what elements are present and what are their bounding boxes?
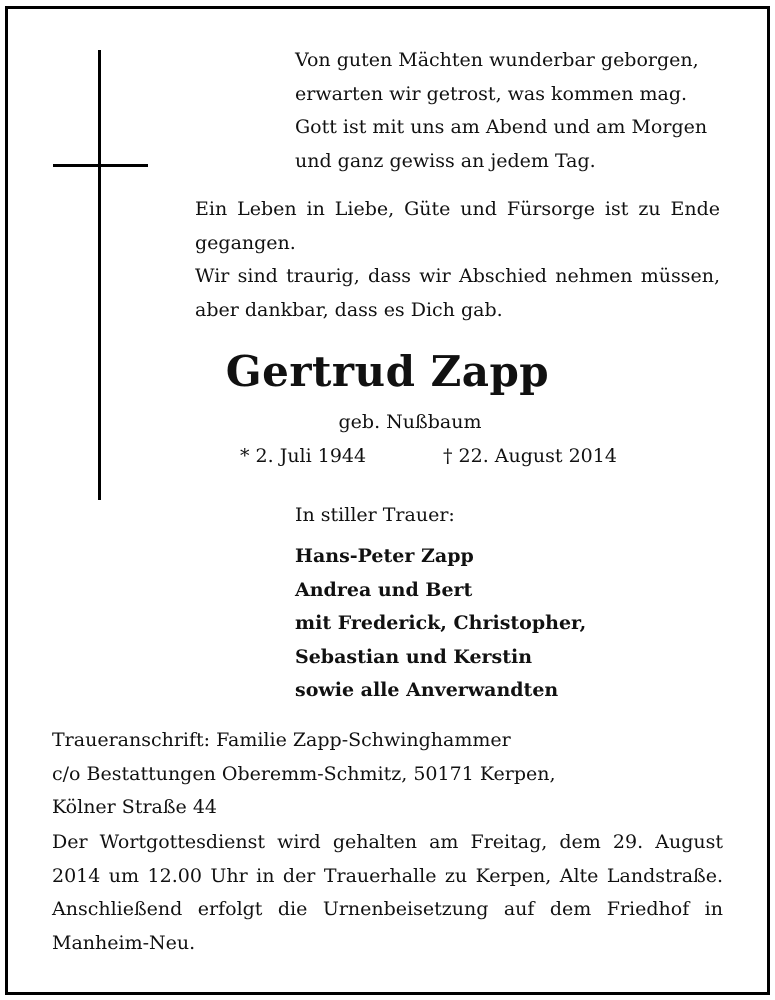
address-line: c/o Bestattungen Oberemm-Schmitz, 50171 Kerpen, bbox=[52, 762, 556, 785]
mourner-entry: mit Frederick, Christopher, bbox=[295, 612, 587, 634]
poem bbox=[295, 44, 725, 178]
mourning-label: In stiller Trauer: bbox=[295, 504, 455, 526]
mourner-entry: sowie alle Anverwandten bbox=[295, 679, 559, 701]
mourning-address bbox=[52, 724, 732, 825]
mourners-list bbox=[295, 540, 586, 708]
intro-sentence: Wir sind traurig, dass wir Abschied nehmen müssen, aber dankbar, dass es Dich gab. bbox=[195, 265, 720, 321]
deceased-name: Gertrud Zapp bbox=[225, 347, 550, 396]
intro-sentence: Ein Leben in Liebe, Güte und Fürsorge ist zu Ende gegangen. bbox=[195, 198, 720, 254]
address-line: Kölner Straße 44 bbox=[52, 796, 218, 818]
poem-line: Von guten Mächten wunderbar geborgen, bbox=[295, 49, 699, 71]
poem-line: Gott ist mit uns am Abend und am Morgen bbox=[295, 116, 708, 138]
birth-date: * 2. Juli 1944 bbox=[240, 445, 367, 467]
cross-horizontal-bar bbox=[53, 164, 148, 167]
poem-line: und ganz gewiss an jedem Tag. bbox=[295, 149, 596, 172]
service-info: Der Wortgottesdienst wird gehalten am Freitag, dem 29. August 2014 um 12.00 Uhr in der Trauerhalle zu Kerpen, Alte Landstraße. Anschließend erfolgt die Urnenbeisetzung auf dem Friedhof in Manheim-Neu. bbox=[52, 831, 723, 954]
maiden-name: geb. Nußbaum bbox=[338, 411, 482, 433]
death-date: † 22. August 2014 bbox=[443, 445, 617, 467]
mourner-entry: Hans-Peter Zapp bbox=[295, 545, 474, 567]
mourner-entry: Sebastian und Kerstin bbox=[295, 645, 533, 668]
address-line: Traueranschrift: Familie Zapp-Schwinghammer bbox=[52, 729, 511, 751]
poem-line: erwarten wir getrost, was kommen mag. bbox=[295, 82, 688, 105]
mourner-entry: Andrea und Bert bbox=[295, 578, 473, 601]
intro-text bbox=[195, 193, 720, 327]
